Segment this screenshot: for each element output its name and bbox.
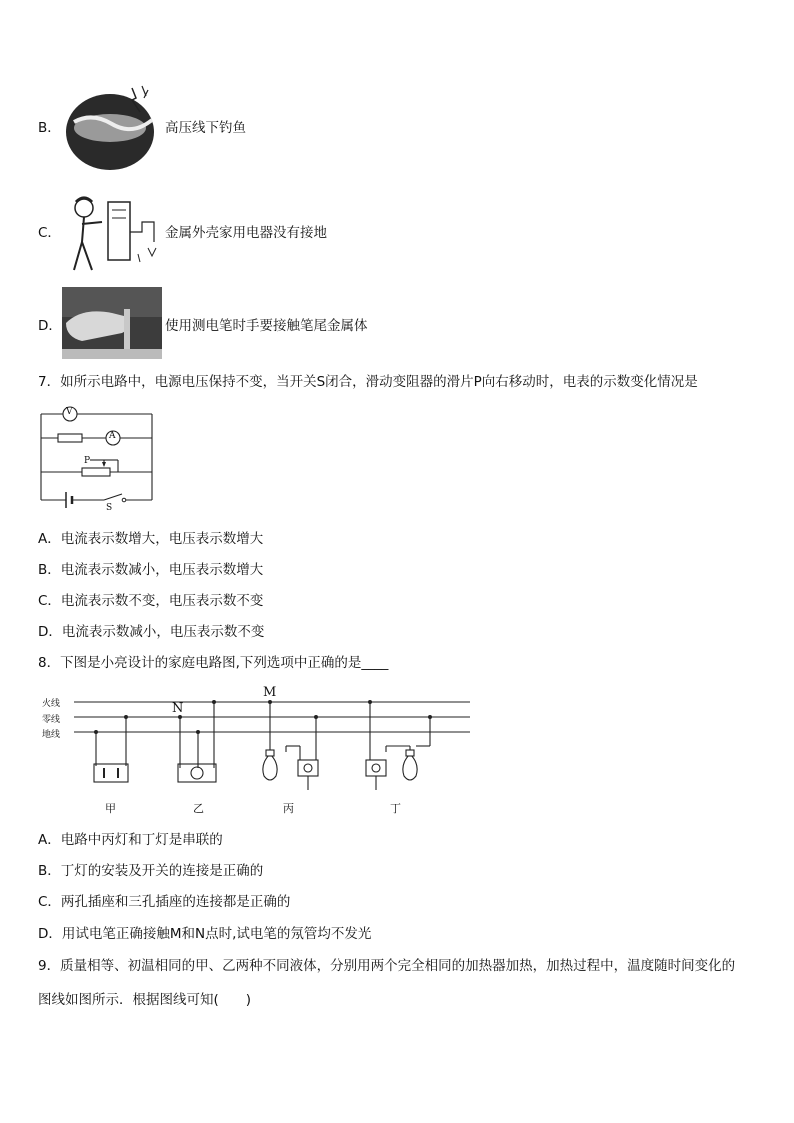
question-8-option-c: C．两孔插座和三孔插座的连接都是正确的 (38, 894, 291, 910)
option-d-text: 使用测电笔时手要接触笔尾金属体 (165, 318, 368, 334)
option-b-text: 高压线下钓鱼 (165, 120, 246, 136)
neutral-wire-label: 零线 (42, 715, 61, 725)
appliance-no-ground-image (62, 192, 162, 274)
option-c-letter: C． (38, 225, 61, 241)
lamp-ding-label: 丁 (390, 802, 401, 815)
fishing-under-power-line-image (62, 82, 162, 174)
question-9-stem-line-2: 图线如图所示．根据图线可知( ) (38, 992, 252, 1008)
question-8-option-d: D．用试电笔正确接触M和N点时,试电笔的氖管均不发光 (38, 926, 372, 942)
question-9-stem-line-1: 9．质量相等、初温相同的甲、乙两种不同液体，分别用两个完全相同的加热器加热，加热过程中，温度随时间变化的 (38, 958, 736, 974)
ammeter-label: A (109, 431, 116, 441)
point-n-label: N (172, 701, 184, 716)
question-8-option-a: A．电路中丙灯和丁灯是串联的 (38, 832, 223, 848)
slider-label: P (84, 456, 91, 466)
lamp-bing-label: 丙 (283, 802, 294, 815)
question-7-option-a: A．电流表示数增大，电压表示数增大 (38, 531, 264, 547)
question-7-option-c: C．电流表示数不变，电压表示数不变 (38, 593, 264, 609)
option-c-text: 金属外壳家用电器没有接地 (165, 225, 327, 241)
question-7-circuit-diagram (38, 402, 158, 514)
question-7-option-d: D．电流表示数减小，电压表示数不变 (38, 624, 265, 640)
question-8-option-b: B．丁灯的安装及开关的连接是正确的 (38, 863, 264, 879)
question-8-stem: 8．下图是小亮设计的家庭电路图,下列选项中正确的是____ (38, 655, 389, 671)
socket-yi-label: 乙 (193, 802, 204, 815)
question-7-option-b: B．电流表示数减小，电压表示数增大 (38, 562, 264, 578)
option-b-letter: B． (38, 120, 61, 136)
voltmeter-label: V (66, 407, 73, 417)
test-pen-photo-image (62, 287, 162, 359)
option-d-letter: D． (38, 318, 62, 334)
ground-wire-label: 地线 (42, 730, 61, 740)
live-wire-label: 火线 (42, 699, 61, 709)
point-m-label: M (263, 685, 277, 700)
switch-label: S (106, 503, 113, 513)
socket-jia-label: 甲 (105, 802, 116, 815)
question-8-household-circuit-diagram (38, 686, 478, 816)
question-7-stem: 7．如所示电路中，电源电压保持不变，当开关S闭合，滑动变阻器的滑片P向右移动时，电表的示数变化情况是 (38, 374, 698, 390)
